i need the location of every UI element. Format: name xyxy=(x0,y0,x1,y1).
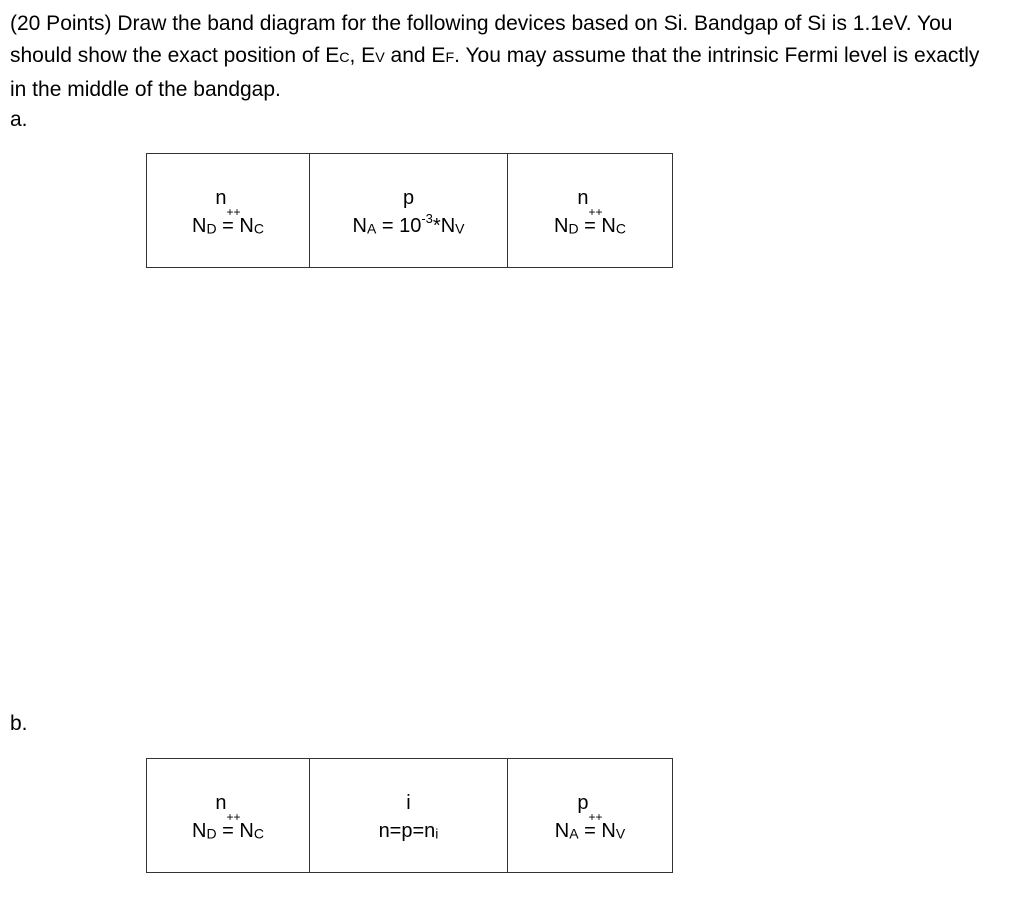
ec-subscript: C xyxy=(339,50,350,66)
device-a-region-1 xyxy=(147,154,309,267)
region-concentration: $N_A = N_V$ xyxy=(554,819,626,842)
ef-subscript: F xyxy=(445,50,455,66)
separator-text: and E xyxy=(384,44,446,67)
region-type: p xyxy=(402,186,415,209)
separator-text: , E xyxy=(349,44,376,67)
problem-rest-text: . You may assume that the intrinsic Fermi level is exactly in the middle of the bandgap. xyxy=(10,44,980,101)
device-b-region-1 xyxy=(147,759,309,872)
region-type: p ++ xyxy=(577,791,603,824)
region-concentration: $N_D = N_C$ xyxy=(192,819,264,842)
part-a-label: a. xyxy=(10,108,28,131)
device-a-region-2 xyxy=(309,154,507,267)
device-a-diagram xyxy=(146,153,673,268)
region-type: n ++ xyxy=(215,791,241,824)
region-concentration: $N_D = N_C$ xyxy=(192,214,264,237)
region-type: i xyxy=(406,791,411,814)
device-a-region-3 xyxy=(507,154,672,267)
device-b-region-2 xyxy=(309,759,507,872)
ev-subscript: V xyxy=(375,50,385,66)
region-concentration: $N_D = N_C$ xyxy=(554,214,626,237)
device-b-region-3 xyxy=(507,759,672,872)
region-concentration: $N_A = 10^{-3}*N_V$ xyxy=(352,210,465,237)
problem-statement xyxy=(10,8,1000,106)
problem-intro-text: (20 Points) Draw the band diagram for the following devices based on Si. Bandgap of Si is 1.1eV. You should show the exact position of E xyxy=(10,12,953,67)
part-b-label: b. xyxy=(10,712,28,735)
region-concentration: $n=p=n_i$ xyxy=(378,819,439,842)
region-type: n ++ xyxy=(215,186,241,219)
region-type: n ++ xyxy=(577,186,603,219)
device-b-diagram xyxy=(146,758,673,873)
